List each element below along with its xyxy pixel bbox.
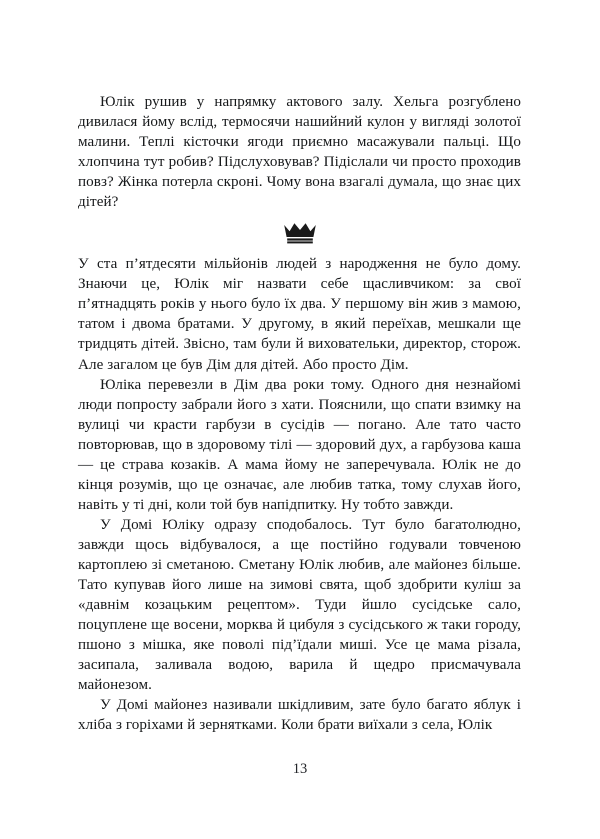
paragraph-5: У Домі майонез називали шкідливим, зате було багато яблук і хліба з горіхами й зернятками. Коли брати виїхали з села, Юлік xyxy=(78,697,521,734)
paragraph-2: У ста п’ятдесяти мільйонів людей з народження не було дому. Знаючи це, Юлік міг назвати себе щасливчиком: за свої п’ятнадцять років у нього було їх два. У першому він жив з мамою, татом і двома братами. У другому, в який переїхав, мешкали ще тридцять дітей. Звісно, там були й виховательки, директор, сторож. Але загалом це був Дім для дітей. Або просто Дім. xyxy=(78,256,521,373)
crown-ornament-icon xyxy=(283,222,317,244)
paragraph-1: Юлік рушив у напрямку актового залу. Хельга розгублено дивилася йому вслід, термосячи нашийний кулон у вигляді золотої малини. Теплі кісточки ягоди приємно масажували пальці. Що хлопчина тут робив? Підслуховував? Підіслали чи просто проходив повз? Жінка потерла скроні. Чому вона взагалі думала, що знає цих дітей? xyxy=(78,94,521,211)
page-text-block xyxy=(78,92,521,735)
paragraph-4: У Домі Юліку одразу сподобалось. Тут було багатолюдно, завжди щось відбувалося, а ще постійно годували товченою картоплею зі сметаною. Сметану Юлік любив, але майонез більше. Тато купував його лише на зимові свята, щоб здобрити куліш за «давнім козацьким рецептом». Туди йшло сусідське сало, поцуплене ще восени, морква й цибуля з сусідського ж таки городу, пшоно з мішка, яке поволі під’їдали миші. Усе це мама різала, засипала, заливала водою, варила й щедро присмачувала майонезом. xyxy=(78,516,521,694)
paragraph-3: Юліка перевезли в Дім два роки тому. Одного дня незнайомі люди попросту забрали його з хати. Пояснили, що спати взимку на вулиці чи красти гарбузи в сусідів — погано. Але тато часто повторював, що в здоровому тілі — здоровий дух, а гарбузова каша — це страва козаків. А мама йому не заперечувала. Юлік не до кінця розумів, що це означає, але любив татка, тому слухав його, навіть у ті дні, коли той був напідпитку. Ну тобто завжди. xyxy=(78,376,521,513)
page-number: 13 xyxy=(292,761,308,777)
section-divider xyxy=(78,212,521,254)
